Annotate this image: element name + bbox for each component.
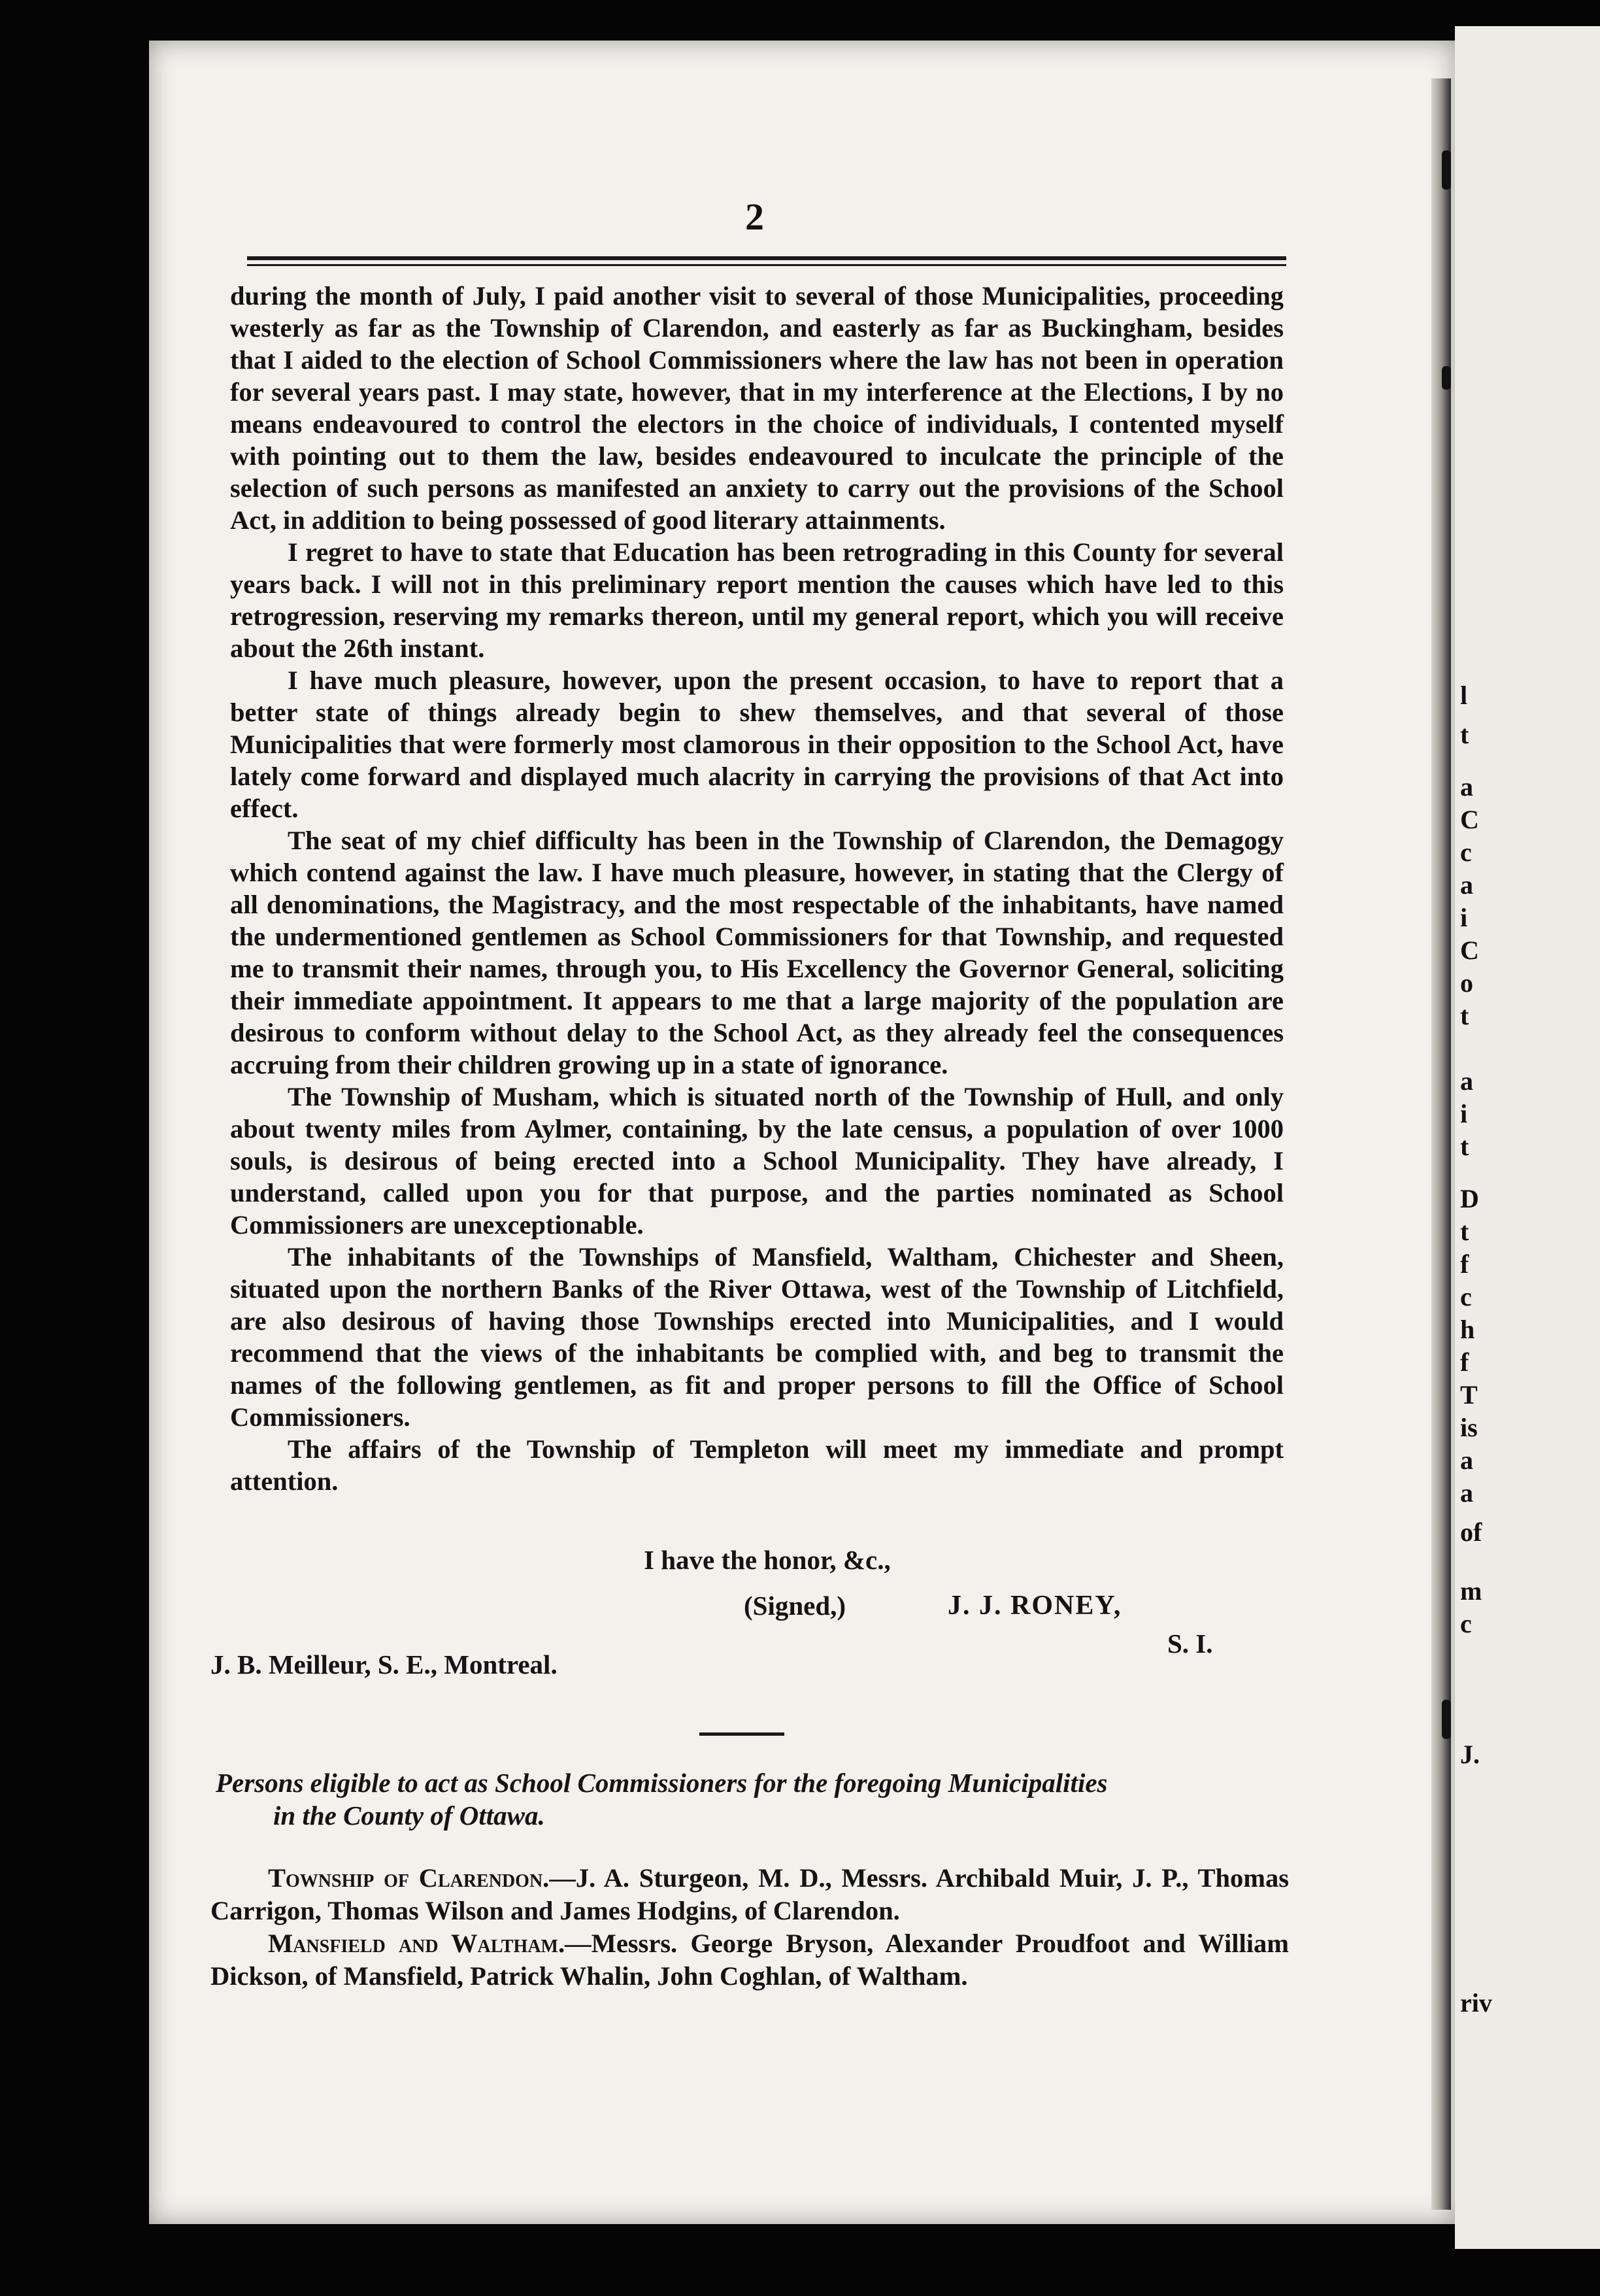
sliver-fragment: t [1460,1001,1469,1030]
sliver-fragment: i [1460,903,1468,932]
sliver-fragment: T [1460,1380,1478,1410]
signed-label: (Signed,) [744,1591,846,1621]
sliver-fragment: a [1460,1066,1473,1096]
header-rule-thin [247,264,1286,266]
sliver-fragment: a [1460,772,1473,802]
sliver-fragment: i [1460,1099,1468,1128]
sliver-fragment: c [1460,837,1472,867]
adjacent-page-sliver [1455,26,1600,2249]
list-entry [210,1927,1289,1993]
sliver-fragment: riv [1460,1988,1492,2017]
body-paragraph: I regret to have to state that Education has been retrograding in this County for several years back. I will not in this preliminary report mention the causes which have led to this retrogression, reserving my remarks thereon, until my general report, which you will receive about the 26th instant. [230,537,1284,663]
letter-body [230,280,1284,1497]
body-paragraph: The Township of Musham, which is situated north of the Township of Hull, and only about twenty miles from Aylmer, containing, by the late census, a population of over 1000 souls, is desirous of being erected into a School Municipality. They have already, I understand, called upon you for that purpose, and the parties nominated as School Commissioners are unexceptionable. [230,1082,1284,1240]
entry-text: —Messrs. George Bryson, Alexander Proudfoot and William Dickson, of Mansfield, Patrick Whalin, John Coghlan, of Waltham. [210,1929,1289,1991]
sliver-fragment: t [1460,720,1469,749]
list-heading-line: in the County of Ottawa. [273,1800,545,1831]
signer-name: J. J. RONEY, [948,1591,1122,1621]
sliver-fragment: c [1460,1282,1472,1311]
sliver-fragment: m [1460,1576,1482,1606]
section-divider [699,1732,784,1736]
sliver-fragment: J. [1460,1740,1480,1769]
sliver-fragment: C [1460,805,1479,834]
signer-title: S. I. [1167,1629,1213,1659]
list-heading [216,1766,1288,1832]
sliver-fragment: a [1460,1445,1473,1475]
sliver-fragment: a [1460,870,1473,900]
binding-thread-mark [1442,150,1451,190]
sliver-fragment: h [1460,1315,1475,1344]
entry-heading: Township of Clarendon. [268,1863,550,1893]
sliver-fragment: l [1460,681,1468,710]
sliver-fragment: t [1460,1217,1469,1246]
sliver-fragment: a [1460,1478,1473,1508]
sliver-fragment: f [1460,1347,1469,1377]
binding-thread-mark [1442,366,1451,390]
page-gutter-edge [1431,78,1451,2210]
body-paragraph: The affairs of the Township of Templeton will meet my immediate and prompt attention. [230,1434,1284,1496]
sliver-fragment: o [1460,968,1473,998]
sliver-fragment: of [1460,1517,1482,1547]
list-heading-line: Persons eligible to act as School Commissioners for the foregoing Municipalities [216,1768,1108,1798]
sliver-fragment: f [1460,1249,1469,1279]
list-entry [210,1862,1289,1927]
body-paragraph: The inhabitants of the Townships of Mansfield, Waltham, Chichester and Sheen, situated upon the northern Banks of the River Ottawa, west of the Township of Litchfield, are also desirous of having those Townships erected into Municipalities, and I would recommend that the views of the inhabitants be complied with, and beg to transmit the names of the following gentlemen, as fit and proper persons to fill the Office of School Commissioners. [230,1242,1284,1432]
entry-heading: Mansfield and Waltham. [268,1929,565,1958]
page-number: 2 [745,195,764,238]
sliver-fragment: t [1460,1132,1469,1161]
recipient-address: J. B. Meilleur, S. E., Montreal. [210,1649,558,1680]
sliver-fragment: c [1460,1609,1472,1638]
body-paragraph: I have much pleasure, however, upon the present occasion, to have to report that a better state of things already begin to shew themselves, and that several of those Municipalities that were formerly most clamorous in their opposition to the School Act, have lately come forward and displayed much alacrity in carrying the provisions of that Act into effect. [230,666,1284,823]
entry-text: —J. A. Sturgeon, M. D., Messrs. Archibald Muir, J. P., Thomas Carrigon, Thomas Wilson and James Hodgins, of Clarendon. [210,1863,1290,1925]
body-paragraph: during the month of July, I paid another visit to several of those Municipalities, proceeding westerly as far as the Township of Clarendon, and easterly as far as Buckingham, besides that I aided to the election of School Commissioners where the law has not been in operation for several years past. I may state, however, that in my interference at the Elections, I by no means endeavoured to control the electors in the choice of individuals, I contented myself with pointing out to them the law, besides endeavoured to inculcate the principle of the selection of such persons as manifested an anxiety to carry out the provisions of the School Act, in addition to being possessed of good literary attainments. [230,281,1284,535]
sliver-fragment: is [1460,1413,1478,1442]
binding-thread-mark [1442,1700,1451,1739]
body-paragraph: The seat of my chief difficulty has been in the Township of Clarendon, the Demagogy which contend against the law. I have much pleasure, however, in stating that the Clergy of all denominations, the Magistracy, and the most respectable of the inhabitants, have named the undermentioned gentlemen as School Commissioners for that Township, and requested me to transmit their names, through you, to His Excellency the Governor General, soliciting their immediate appointment. It appears to me that a large majority of the population are desirous to conform without delay to the School Act, as they already feel the consequences accruing from their children growing up in a state of ignorance. [230,826,1284,1079]
sliver-fragment: D [1460,1184,1479,1213]
sliver-fragment: C [1460,936,1479,965]
commissioner-list [210,1862,1289,1993]
closing-salutation: I have the honor, &c., [644,1545,891,1575]
header-rule [247,256,1286,260]
